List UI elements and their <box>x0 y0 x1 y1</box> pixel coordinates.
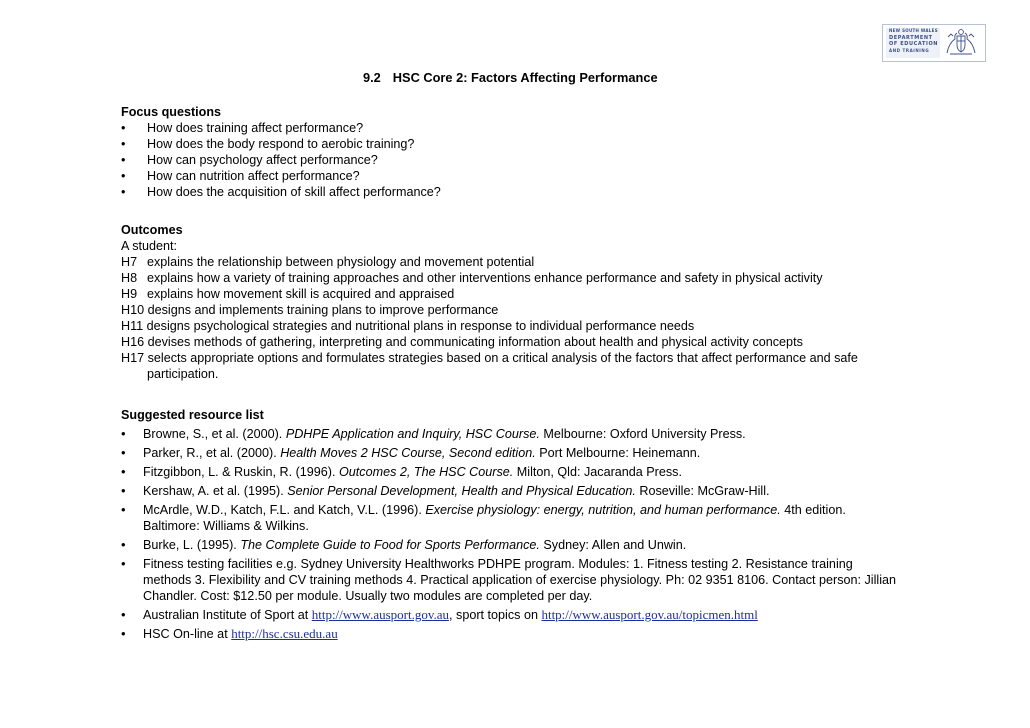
bullet: • <box>121 556 126 571</box>
outcome-item <box>121 286 921 302</box>
citation-author: Fitzgibbon, L. & Ruskin, R. (1996). <box>143 465 339 479</box>
section-title: HSC Core 2: Factors Affecting Performance <box>392 70 658 85</box>
resources-heading: Suggested resource list <box>121 408 264 422</box>
citation-author: Kershaw, A. et al. (1995). <box>143 484 288 498</box>
outcome-text: designs psychological strategies and nutritional plans in response to individual performance needs <box>146 319 695 333</box>
outcome-text: devises methods of gathering, interpreting and communicating information about health and physical activity concepts <box>147 335 803 349</box>
resource-fitness-testing: Fitness testing facilities e.g. Sydney University Healthworks PDHPE program. Modules: 1. Fitness testing 2. Resistance training methods 3. Flexibility and CV training methods 4. Practical application of exercise physiology. Ph: 02 9351 8106. Contact person: Jillian Chandler. Cost: $12.50 per module. Usually two modules are completed per day. <box>143 557 897 603</box>
citation-publisher: Port Melbourne: Heinemann. <box>535 446 701 460</box>
list-item <box>121 537 901 553</box>
resource-label: HSC On-line at <box>143 627 232 641</box>
citation-title: The Complete Guide to Food for Sports Performance. <box>240 538 540 552</box>
bullet: • <box>121 137 126 151</box>
focus-question: How does the acquisition of skill affect performance? <box>147 185 441 199</box>
page-title <box>363 70 658 85</box>
citation-title: Exercise physiology: energy, nutrition, and human performance. <box>425 503 781 517</box>
citation-author: Parker, R., et al. (2000). <box>143 446 281 460</box>
bullet: • <box>121 169 126 183</box>
outcomes-intro: A student: <box>121 239 178 253</box>
ausport-link[interactable]: http://www.ausport.gov.au <box>311 607 450 622</box>
citation-publisher: Sydney: Allen and Unwin. <box>539 538 687 552</box>
logo-line: AND TRAINING <box>889 47 930 53</box>
citation-author: McArdle, W.D., Katch, F.L. and Katch, V.L. (1996). <box>143 503 426 517</box>
citation-title: Outcomes 2, The HSC Course. <box>339 465 514 479</box>
bullet: • <box>121 502 126 517</box>
list-item <box>121 136 921 152</box>
resource-citation <box>143 426 901 442</box>
hsc-online-link[interactable]: http://hsc.csu.edu.au <box>231 626 338 641</box>
focus-question: How can psychology affect performance? <box>147 153 378 167</box>
outcome-code: H17 <box>121 351 145 365</box>
resources-section <box>121 407 901 645</box>
outcome-text: designs and implements training plans to improve performance <box>147 303 499 317</box>
outcome-item <box>121 334 921 350</box>
section-number: 9.2 <box>363 70 381 85</box>
bullet: • <box>121 607 126 622</box>
topicmen-link[interactable]: http://www.ausport.gov.au/topicmen.html <box>541 607 758 622</box>
resource-ais <box>143 607 901 623</box>
outcome-text: explains how movement skill is acquired and appraised <box>147 287 455 301</box>
outcome-code: H11 <box>121 319 144 333</box>
outcome-text: explains the relationship between physiology and movement potential <box>147 255 535 269</box>
outcome-item <box>121 302 921 318</box>
outcome-code: H7 <box>121 255 138 269</box>
resource-citation <box>143 483 901 499</box>
logo-line: NEW SOUTH WALES <box>889 28 938 33</box>
coat-of-arms-icon <box>940 27 982 59</box>
resource-citation <box>143 502 901 534</box>
citation-title: Health Moves 2 HSC Course, Second edition. <box>280 446 536 460</box>
list-item <box>121 426 901 442</box>
bullet: • <box>121 483 126 498</box>
list-item <box>121 483 901 499</box>
list-item <box>121 120 921 136</box>
bullet: • <box>121 464 126 479</box>
focus-question: How can nutrition affect performance? <box>147 169 360 183</box>
bullet: • <box>121 445 126 460</box>
outcomes-section <box>121 222 921 382</box>
resource-hsc-online <box>143 626 901 642</box>
list-item <box>121 607 901 623</box>
department-logo <box>882 24 986 62</box>
resource-citation <box>143 537 901 553</box>
focus-question: How does the body respond to aerobic training? <box>147 137 415 151</box>
citation-publisher: 4th edition. Baltimore: Williams & Wilkins. <box>143 503 846 533</box>
citation-publisher: Roseville: McGraw-Hill. <box>635 484 770 498</box>
outcome-continuation: participation. <box>147 367 219 381</box>
list-item <box>121 168 921 184</box>
list-item <box>121 184 921 200</box>
list-item <box>121 464 901 480</box>
logo-line: DEPARTMENT <box>889 34 933 41</box>
logo-line: OF EDUCATION <box>889 41 939 48</box>
resource-label: Australian Institute of Sport at <box>143 608 312 622</box>
citation-title: Senior Personal Development, Health and Physical Education. <box>287 484 636 498</box>
bullet: • <box>121 537 126 552</box>
bullet: • <box>121 626 126 641</box>
focus-questions-section <box>121 104 921 200</box>
outcome-item <box>121 270 921 286</box>
bullet: • <box>121 121 126 135</box>
focus-question: How does training affect performance? <box>147 121 364 135</box>
outcome-code: H9 <box>121 287 138 301</box>
outcome-item <box>121 318 921 334</box>
citation-title: PDHPE Application and Inquiry, HSC Course. <box>285 427 540 441</box>
citation-author: Burke, L. (1995). <box>143 538 241 552</box>
outcomes-heading: Outcomes <box>121 223 183 237</box>
list-item <box>121 502 901 534</box>
bullet: • <box>121 426 126 441</box>
bullet: • <box>121 153 126 167</box>
outcome-item <box>121 254 921 270</box>
logo-wordmark <box>886 28 940 58</box>
outcome-code: H8 <box>121 271 138 285</box>
citation-publisher: Melbourne: Oxford University Press. <box>539 427 746 441</box>
list-item <box>121 152 921 168</box>
focus-questions-heading: Focus questions <box>121 105 222 119</box>
outcome-item <box>121 350 921 366</box>
resource-citation <box>143 464 901 480</box>
resource-label: , sport topics on <box>449 608 542 622</box>
resource-citation <box>143 445 901 461</box>
list-item <box>121 626 901 642</box>
list-item <box>121 556 901 604</box>
list-item <box>121 445 901 461</box>
citation-author: Browne, S., et al. (2000). <box>143 427 286 441</box>
bullet: • <box>121 185 126 199</box>
outcome-code: H10 <box>121 303 145 317</box>
outcome-text: explains how a variety of training approaches and other interventions enhance performance and safety in physical activity <box>147 271 823 285</box>
citation-publisher: Milton, Qld: Jacaranda Press. <box>513 465 682 479</box>
outcome-text: selects appropriate options and formulates strategies based on a critical analysis of the factors that affect performance and safe <box>147 351 858 365</box>
outcome-code: H16 <box>121 335 145 349</box>
